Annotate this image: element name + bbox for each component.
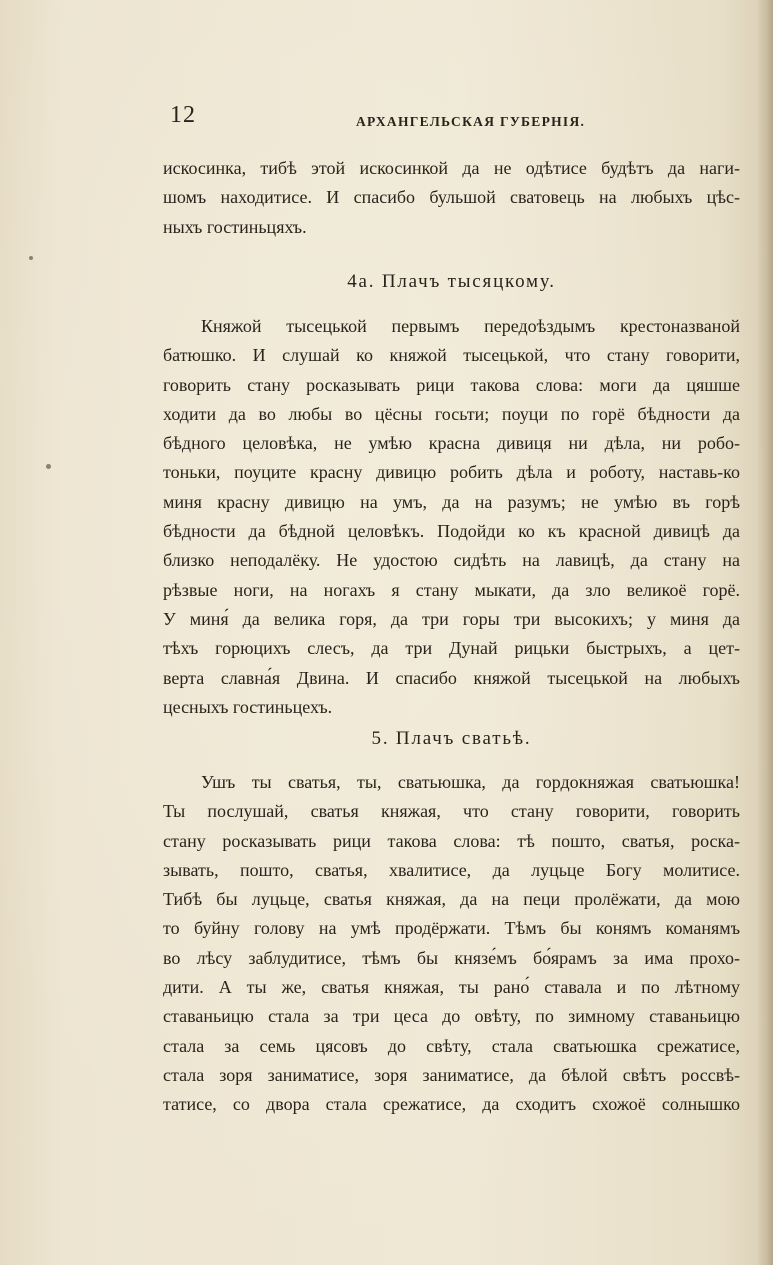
text-line: батюшко. И слушай ко княжой тысецькой, что стану говорити,: [163, 345, 740, 366]
section-heading-5: 5. Плачъ сватьѣ.: [371, 728, 532, 749]
text-line: Ты послушай, сватья княжая, что стану говорити, говорить: [163, 801, 740, 822]
text-line: ходити да во любы во цёсны госьти; поуци по горё бѣдности да: [163, 403, 740, 424]
text-line: верта славна́я Двина. И спасибо княжой тысецькой на любыхъ: [163, 667, 740, 688]
text-line: говорить стану росказывать рици такова слова: моги да цяшше: [163, 374, 740, 395]
text-line: то буйну голову на умѣ продёржати. Тѣмъ бы конямъ команямъ: [163, 918, 740, 939]
text-line: стану росказывать рици такова слова: тѣ пошто, сватья, роска-: [163, 830, 740, 851]
text-line: близко неподалёку. Не удостою сидѣть на лавицѣ, да стану на: [163, 550, 740, 571]
text-line: ныхъ гостиньцяхъ.: [163, 216, 307, 237]
text-line: бѣдности да бѣдной целовѣкъ. Подойди ко къ красной дивицѣ да: [163, 521, 740, 542]
running-head: АРХАНГЕЛЬСКАЯ ГУБЕРНІЯ.: [356, 114, 586, 129]
text-line: стала за семь цясовъ до свѣту, стала сватьюшка срежатисе,: [163, 1035, 740, 1056]
page-edge-shadow: [757, 0, 773, 1265]
section-4a-paragraph: [163, 312, 740, 722]
paper-speck: [29, 256, 33, 260]
text-line: Тибѣ бы луцьце, сватья княжая, да на пеци пролёжати, да мою: [163, 889, 740, 910]
text-line: тѣхъ горюцихъ слесъ, да три Дунай рицьки быстрыхъ, а цет-: [163, 638, 740, 659]
page-number: 12: [170, 102, 196, 128]
text-line: татисе, со двора стала срежатисе, да сходитъ схожоё солнышко: [163, 1094, 740, 1115]
text-line: стала зоря заниматисе, зоря заниматисе, да бѣлой свѣтъ россвѣ-: [163, 1064, 740, 1085]
text-line: дити. А ты же, сватья княжая, ты рано́ ставала и по лѣтному: [163, 977, 740, 998]
text-line: миня красну дивицю на умъ, да на разумъ; не умѣю въ горѣ: [163, 491, 740, 512]
paper-speck: [46, 464, 51, 469]
text-line: бѣдного целовѣка, не умѣю красна дивиця ни дѣла, ни робо-: [163, 433, 740, 454]
text-line: тоньки, поуците красну дивицю робить дѣла и роботу, наставь-ко: [163, 462, 740, 483]
text-line: во лѣсу заблудитисе, тѣмъ бы князе́мъ бо́ярамъ за има прохо-: [163, 947, 740, 968]
text-line: цесныхъ гостиньцехъ.: [163, 696, 333, 717]
text-line: Княжой тысецькой первымъ передоѣздымъ крестоназваной: [201, 316, 740, 336]
text-line: зывать, пошто, сватья, хвалитисе, да луцьце Богу молитисе.: [163, 859, 740, 880]
text-line: У миня́ да велика горя, да три горы три высокихъ; у миня да: [163, 608, 740, 629]
text-line: шомъ находитисе. И спасибо бульшой сватовець на любыхъ цѣс-: [163, 187, 740, 208]
text-line: рѣзвые ноги, на ногахъ я стану мыкати, да зло великоё горё.: [163, 579, 740, 600]
text-line: Ушъ ты сватья, ты, сватьюшка, да гордокняжая сватьюшка!: [201, 772, 740, 792]
section-5-paragraph: [163, 768, 740, 1120]
text-line: ставаньицю стала за три цеса до овѣту, по зимному ставаньицю: [163, 1006, 740, 1027]
section-heading-4a: 4а. Плачъ тысяцкому.: [347, 271, 556, 292]
continuation-paragraph: [163, 154, 740, 242]
text-line: искосинка, тибѣ этой искосинкой да не одѣтисе будѣтъ да наги-: [163, 158, 740, 178]
page-header: [168, 100, 740, 134]
